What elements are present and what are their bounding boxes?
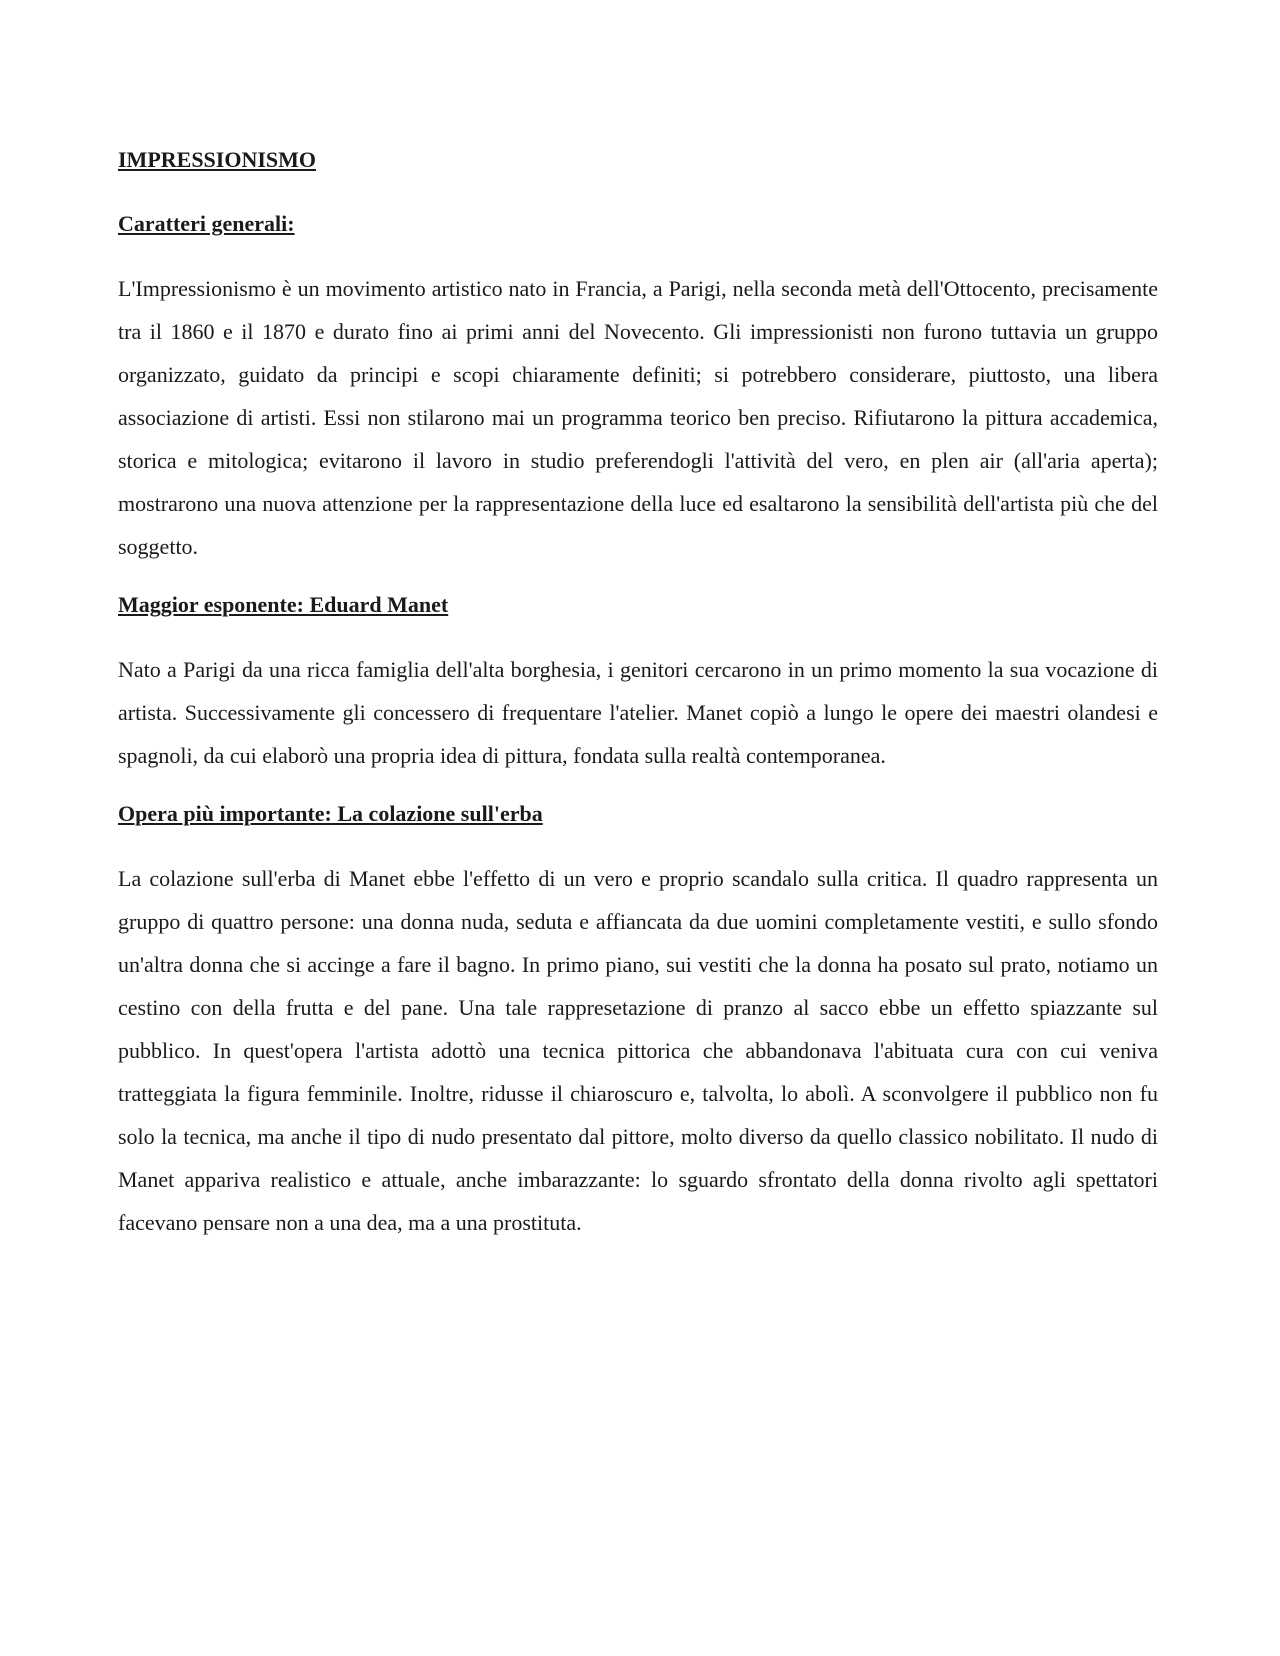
section-heading-opera: Opera più importante: La colazione sull'erba xyxy=(118,801,543,826)
section-body-opera: La colazione sull'erba di Manet ebbe l'effetto di un vero e proprio scandalo sulla critica. Il quadro rappresenta un gruppo di quattro persone: una donna nuda, seduta e affiancata da due uomini completamente vestiti, e sullo sfondo un'altra donna che si accinge a fare il bagno. In primo piano, sui vestiti che la donna ha posato sul prato, notiamo un cestino con della frutta e del pane. Una tale rappresetazione di pranzo al sacco ebbe un effetto spiazzante sul pubblico. In quest'opera l'artista adottò una tecnica pittorica che abbandonava l'abituata cura con cui veniva tratteggiata la figura femminile. Inoltre, ridusse il chiaroscuro e, talvolta, lo abolì. A sconvolgere il pubblico non fu solo la tecnica, ma anche il tipo di nudo presentato dal pittore, molto diverso da quello classico nobilitato. Il nudo di Manet appariva realistico e attuale, anche imbarazzante: lo sguardo sfrontato della donna rivolto agli spettatori facevano pensare non a una dea, ma a una prostituta. xyxy=(118,866,1158,1235)
document-page xyxy=(118,146,1158,1267)
section-body-caratteri: L'Impressionismo è un movimento artistico nato in Francia, a Parigi, nella seconda metà dell'Ottocento, precisamente tra il 1860 e il 1870 e durato fino ai primi anni del Novecento. Gli impressionisti non furono tuttavia un gruppo organizzato, guidato da principi e scopi chiaramente definiti; si potrebbero considerare, piuttosto, una libera associazione di artisti. Essi non stilarono mai un programma teorico ben preciso. Rifiutarono la pittura accademica, storica e mitologica; evitarono il lavoro in studio preferendogli l'attività del vero, en plen air (all'aria aperta); mostrarono una nuova attenzione per la rappresentazione della luce ed esaltarono la sensibilità dell'artista più che del soggetto. xyxy=(118,276,1158,559)
section-body-esponente: Nato a Parigi da una ricca famiglia dell'alta borghesia, i genitori cercarono in un primo momento la sua vocazione di artista. Successivamente gli concessero di frequentare l'atelier. Manet copiò a lungo le opere dei maestri olandesi e spagnoli, da cui elaborò una propria idea di pittura, fondata sulla realtà contemporanea. xyxy=(118,657,1158,768)
section-heading-esponente: Maggior esponente: Eduard Manet xyxy=(118,592,449,617)
document-title: IMPRESSIONISMO xyxy=(118,147,317,172)
section-heading-caratteri: Caratteri generali: xyxy=(118,211,295,236)
